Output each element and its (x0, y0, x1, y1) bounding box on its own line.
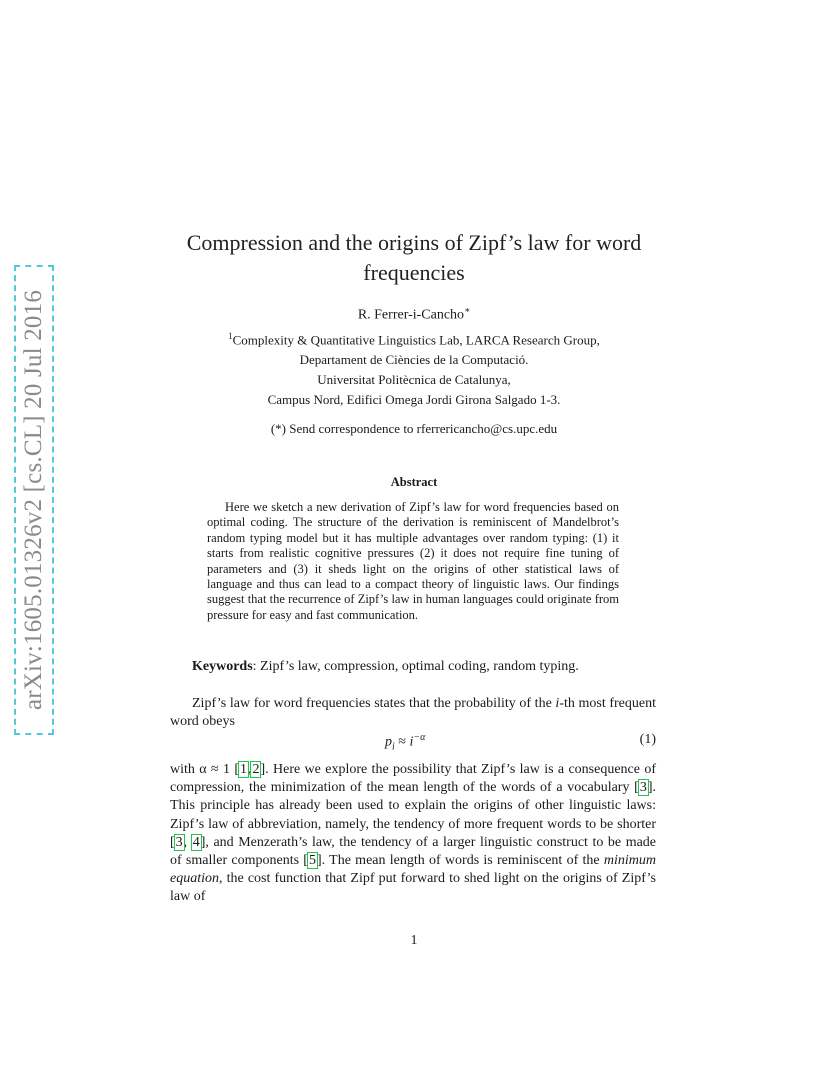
citation-link[interactable]: 3 (639, 780, 647, 796)
equation-number: (1) (639, 732, 656, 747)
affiliation-line: Campus Nord, Edifici Omega Jordi Girona Salgado 1-3. (267, 392, 561, 408)
keywords-label: Keywords (192, 659, 253, 674)
body-paragraph-1: Zipf’s law for word frequencies states that the probability of the i-th most frequent word obeys (170, 696, 657, 730)
equation-1 (170, 732, 656, 752)
title-line-1: Compression and the origins of Zipf’s law for word (186, 230, 642, 255)
affiliation-line: Departament de Ciències de la Computació. (299, 352, 529, 368)
citation-link[interactable]: 4 (192, 834, 200, 850)
abstract-text: Here we sketch a new derivation of Zipf’s law for word frequencies based on optimal coding. The structure of the derivation is reminiscent of Mandelbrot’s random typing model but it has multiple advantages over random typing: (1) it starts from realistic cognitive pressures (2) it does not require fine tuning of parameters and (3) it sheds light on the origins of other statistical laws of language and thus can lead to a compact theory of linguistic laws. Our findings suggest that the recurrence of Zipf’s law in human languages could originate from pressure for easy and fast communication. (207, 500, 619, 622)
citation-link[interactable]: 2 (252, 762, 260, 777)
keywords-list: : Zipf’s law, compression, optimal coding, random typing. (252, 659, 579, 674)
author-footnote-mark: ∗ (464, 305, 471, 315)
affiliation-line: Universitat Politècnica de Catalunya, (317, 372, 511, 388)
citation-link[interactable]: 3 (175, 834, 183, 850)
author-line (170, 305, 658, 324)
correspondence-note: (*) Send correspondence to rferrericancho@cs.upc.edu (270, 421, 558, 436)
affiliation-mark: 1 (228, 331, 233, 341)
arxiv-identifier: arXiv:1605.01326v2 [cs.CL] 20 Jul 2016 (20, 289, 47, 711)
paper-title (140, 228, 688, 288)
abstract-heading: Abstract (390, 475, 438, 489)
citation-link[interactable]: 5 (308, 853, 316, 869)
arxiv-stamp (14, 265, 54, 735)
equation-formula: $p_i \approx i^{-\alpha}$ (385, 732, 426, 753)
body-paragraph-2: with α ≈ 1 [1,2]. Here we explore the possibility that Zipf’s law is a consequence of compression, the minimization of the mean length of the words of a vocabulary [3]. This principle has already been used to explain the origins of other linguistic laws: Zipf’s law of abbreviation, namely, the tendency of more frequent words to be shorter [3, 4], and Menzerath’s law, the tendency of a larger linguistic construct to be made of smaller components [5]. The mean length of words is reminiscent of the minimum equation, the cost function that Zipf put forward to shed light on the origins of Zipf’s law of (170, 762, 657, 905)
title-line-2: frequencies (363, 260, 465, 285)
page-number: 1 (410, 933, 418, 948)
author-name: R. Ferrer-i-Cancho (357, 307, 465, 323)
citation-link[interactable]: 1 (239, 762, 247, 777)
affiliation-line: $^1$Complexity & Quantitative Linguistics Lab, LARCA Research Group, (228, 331, 600, 348)
keywords-line (192, 659, 652, 675)
affiliation-block (150, 326, 678, 410)
